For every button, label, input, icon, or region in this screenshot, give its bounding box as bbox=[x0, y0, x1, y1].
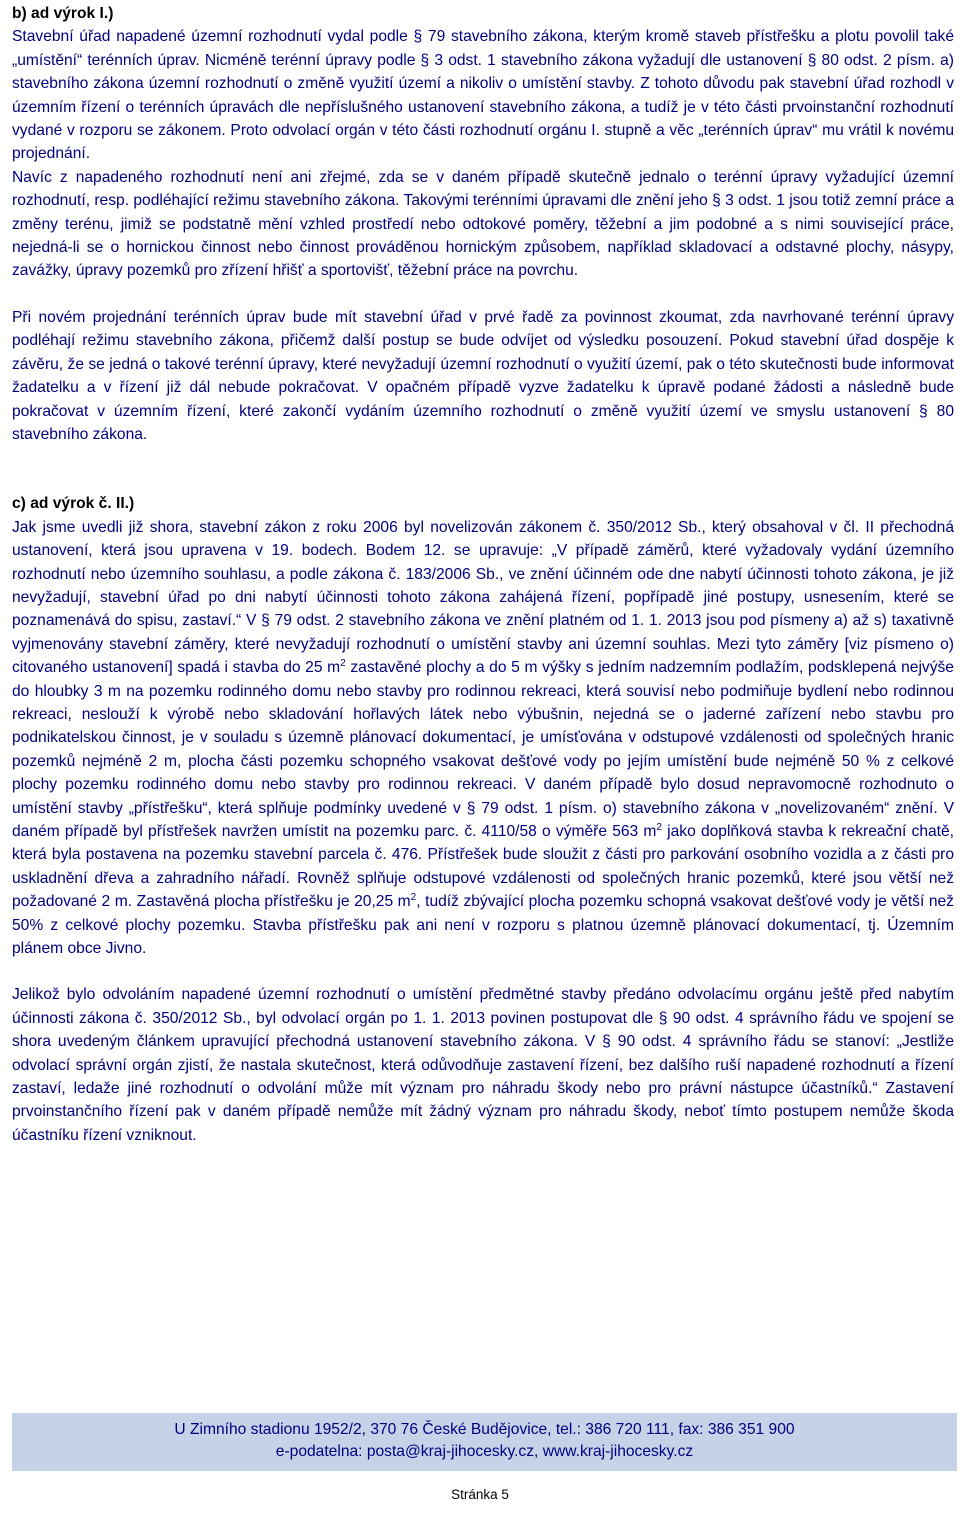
footer-email-web-line: e-podatelna: posta@kraj-jihocesky.cz, www.kraj-jihocesky.cz bbox=[275, 1443, 694, 1460]
page-number: Stránka 5 bbox=[451, 1487, 509, 1502]
section-c-paragraph-2: Jelikož bylo odvoláním napadené územní rozhodnutí o umístění předmětné stavby předáno odvolacímu orgánu ještě před nabytím účinnosti zákona č. 350/2012 Sb., byl odvolací orgán po 1. 1. 2013 povinen postupovat dle § 90 odst. 4 správního řádu ve spojení se shora uvedeným článkem upravující přechodná ustanovení stavebního zákona. V § 90 odst. 4 správního řádu se stanoví: „Jestliže odvolací správní orgán zjistí, že nastala skutečnost, která odůvodňuje zastavení řízení, bez dalšího ruší napadené rozhodnutí a řízení zastaví, ledaže jiné rozhodnutí o odvolání může mít význam pro náhradu škody nebo pro právní nástupce účastníků.“ Zastavení prvoinstančního řízení pak v daném případě nemůže mít žádný význam pro náhradu škody, neboť tímto postupem nemůže škoda účastníku řízení vzniknout. bbox=[12, 986, 954, 1144]
section-b-paragraph-1: Stavební úřad napadené územní rozhodnutí vydal podle § 79 stavebního zákona, kterým kromě staveb přístřešku a plotu povolil také „umístění“ terénních úprav. Nicméně terénní úpravy podle § 3 odst. 1 stavebního zákona vyžadují dle ustanovení § 80 odst. 2 písm. a) stavebního zákona územní rozhodnutí o změně využití území a nikoliv o umístění stavby. Z tohoto důvodu pak stavební úřad rozhodl v územním řízení o terénních úpravách dle nepříslušného ustanovení stavebního zákona, a tudíž je v této části prvoinstanční rozhodnutí vydané v rozporu se zákonem. Proto odvolací orgán v této části rozhodnutí orgánu I. stupně a věc „terénních úprav“ mu vrátil k novému projednání. bbox=[12, 28, 954, 163]
section-c-p1-text-a: Jak jsme uvedli již shora, stavební zákon z roku 2006 byl novelizován zákonem č. 350/2012 Sb., který obsahoval v čl. II přechodná ustanovení, která jsou upravena v 19. bodech. Bodem 12. se upravuje: „V případě záměrů, které vyžadovaly vydání územního rozhodnutí nebo územního souhlasu, a podle zákona č. 183/2006 Sb., ve znění účinném ode dne nabytí účinnosti tohoto zákona, je již nevyžadují, stavební úřad po dni nabytí účinnosti tohoto zákona zahájená řízení, popřípadě jiné postupy, usnesením, které se poznamenává do spisu, zastaví.“ V § 79 odst. 2 stavebního zákona ve znění platném od 1. 1. 2013 jsou pod písmeny a) až s) taxativně vyjmenovány stavební záměry, které nevyžadují rozhodnutí o umístění stavby ani územní souhlas. Mezi tyto záměry [viz písmeno o) citovaného ustanovení] spadá i stavba do 25 m bbox=[12, 518, 954, 677]
paragraph-spacer bbox=[12, 283, 954, 306]
superscript-squared: 2 bbox=[410, 892, 417, 904]
section-b-heading: b) ad výrok I.) bbox=[12, 5, 114, 22]
superscript-squared: 2 bbox=[656, 822, 662, 833]
footer-address-line: U Zimního stadionu 1952/2, 370 76 České Budějovice, tel.: 386 720 111, fax: 386 351 900 bbox=[174, 1421, 795, 1438]
document-body bbox=[12, 2, 954, 1147]
superscript-squared: 2 bbox=[340, 658, 346, 670]
section-c-p1-text-d: , tudíž zbývající plocha pozemku schopná vsakovat dešťové vody je větší než 50% z celkové plochy pozemku. Stavba přístřešku pak ani není v rozporu s platnou územně plánovací dokumentací, tj. Územním plánem obce Jivno. bbox=[12, 893, 954, 958]
paragraph-spacer bbox=[12, 960, 954, 983]
section-spacer bbox=[12, 446, 954, 492]
section-b-paragraph-3: Při novém projednání terénních úprav bude mít stavební úřad v prvé řadě za povinnost zkoumat, zda navrhované terénní úpravy podléhají režimu stavebního zákona, přičemž další postup se bude odvíjet od výsledku posouzení. Pokud stavební úřad dospěje k závěru, že se jedná o takové terénní úpravy, které nevyžadují územní rozhodnutí o využití území, pak o této skutečnosti bude informovat žadatelku a v řízení již dál nebude pokračovat. V opačném případě vyzve žadatelku k úpravě podané žádosti a následně bude pokračovat v územním řízení, které zakončí vydáním územního rozhodnutí o změně využití území ve smyslu ustanovení § 80 stavebního zákona. bbox=[12, 308, 954, 443]
section-c-p1-text-b: zastavěné plochy a do 5 m výšky s jedním nadzemním podlažím, podsklepená nejvýše do hloubky 3 m na pozemku rodinného domu nebo stavby pro rodinnou rekreaci, která souvisí nebo podmiňuje bydlení nebo rodinnou rekreaci, neslouží k výrobě nebo skladování hořlavých látek nebo výbušnin, nejedná se o jaderné zařízení nebo stavbu pro podnikatelskou činnost, je v souladu s územně plánovací dokumentací, je umísťována v odstupové vzdálenosti od společných hranic pozemků nejméně 2 m, plocha části pozemku schopného vsakovat dešťové vody po jejím umístění bude nejméně 50 % z celkové plochy pozemku rodinného domu nebo stavby pro rodinnou rekreaci. V daném případě bylo dosud nepravomocně rozhodnuto o umístění stavby „přístřešku“, která splňuje podmínky uvedené v § 79 odst. 1 písm. o) stavebního zákona v „novelizovaném“ znění. V daném případě byl přístřešek navržen umístit na pozemku parc. č. 4110/58 o výměře 563 m bbox=[12, 659, 954, 840]
section-c-p1-text-c: jako doplňková stavba k rekreační chatě, která byla postavena na pozemku stavební parcela č. 476. Přístřešek bude sloužit z části pro parkování osobního vozidla a z části pro uskladnění dřeva a zahradního nářadí. Rovněž splňuje odstupové vzdálenosti od společných hranic pozemků, které jsou větší než požadované 2 m. Zastavěná plocha přístřešku je 20,25 m bbox=[12, 823, 955, 911]
footer-contact-band bbox=[12, 1413, 957, 1471]
section-c-heading: c) ad výrok č. II.) bbox=[12, 495, 135, 513]
section-c-paragraph-1 bbox=[12, 516, 954, 961]
section-b-paragraph-2: Navíc z napadeného rozhodnutí není ani zřejmé, zda se v daném případě skutečně jednalo o terénní úpravy vyžadující územní rozhodnutí, resp. podléhající režimu stavebního zákona. Takovými terénními úpravami dle znění jeho § 3 odst. 1 jsou totiž zemní práce a změny terénu, jimiž se podstatně mění vzhled prostředí nebo odtokové poměry, těžební a jim podobné a s nimi související práce, nejedná-li se o hornickou činnost nebo činnost prováděnou hornickým způsobem, například skladovací a odstavné plochy, násypy, zavážky, úpravy pozemků pro zřízení hřišť a sportovišť, těžební práce na povrchu. bbox=[12, 168, 954, 280]
